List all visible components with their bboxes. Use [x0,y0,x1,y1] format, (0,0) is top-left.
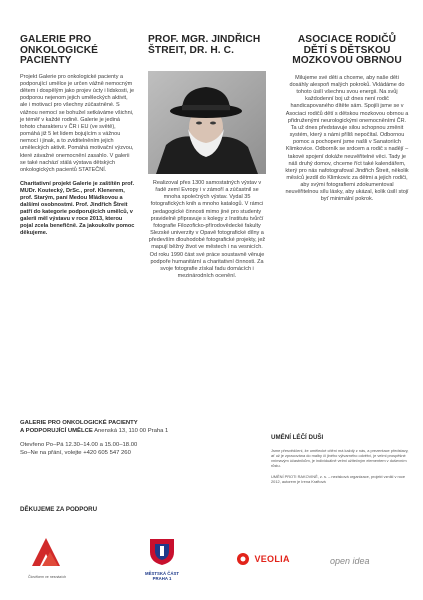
logo-veolia-text: VEOLIA [254,553,290,564]
right-body: Milujeme své děti a chceme, aby naše děti dosáhly alespoň malých pokroků. Vkládáme do tohoto úsilí všechnu svou energii. Na svůj každodenní boj už dnes není rodič handicapovaného dítěte sám. Spojili jsme se v Asociaci rodičů dětí s dětskou mozkovou obrnou a přidruženými neurologickými onemocněními ČR. Ta už dnes představuje silou schopnou změnit systém, který s námi příliš nepočítal. Odbornou pomoc a pochopení jsme našli v Sanatoriích Klimkovice. Odborník se srdcem a rodič s nadějí – takové spojení dokáže neuvěřitelné věci. Tady je náš druhý domov, chceme říct také kalendářem, který pro nás nafotografoval Jindřich Štreit, několik měsíců jezdil do Klimkovic za dětmi a jejich rodiči, aby svými fotografiemi zdokumentoval neuvěřitelnou sílu lásky, aby ukázal, kolik úsilí stojí byť minimální pokrok. [285,74,409,203]
thanks-heading: DĚKUJEME ZA PODPORU [20,506,98,513]
logo-clovek-caption: Člověkem ve nesnázích [28,575,67,579]
logo-veolia [236,550,316,570]
gallery-name-address-line [20,427,260,435]
logo-clovek [28,536,98,586]
gallery-name-line2: A PODPORUJÍCÍ UMĚLCE [20,428,93,434]
umeni-title: UMĚNÍ LÉČÍ DUŠI [271,434,324,441]
portrait-photo [148,71,266,174]
veolia-mark-icon [236,552,250,566]
opening-hours: Otevřeno Po–Pá 12.30–14.00 a 15.00–18.00 [20,442,138,448]
right-heading: ASOCIACE RODIČŮ DĚTÍ S DĚTSKOU MOZKOVOU OBRNOU [292,34,402,67]
prague-emblem-icon [147,536,177,566]
umeni-org-text: UMĚNÍ PROTI RAKOVINĚ, z. s. – nezisková organizace, projekt vznikl v roce 2012, autorem je Irena Kraftová [271,474,406,485]
logo-praha1-line1: MĚSTSKÁ ČÁST [145,571,179,576]
gallery-address: Anenská 13, 110 00 Praha 1 [94,428,169,434]
umeni-section [271,434,411,485]
left-paragraph: Projekt Galerie pro onkologické pacienty a podporující umělce je určen vážně nemocným dětem i dospělým jako projev úcty i lidskosti, je podporou nejenom jejich uměleckých aktivit, ale i motivací pro všechny zúčastněné. S vážnou nemocí se bohužel setkáváme všichni, je téměř v každé rodině. Galerie je jediná tohoto charakteru v ČR i EU (ve světě), pomáhá již 5 let lidem bojujícím s vážnou nemocí i jinak, a to zviditelněním jejich uměleckých aktivit. Pomáhá motivační výzvou, které závažné onemocnění zasahlo. V galerii se také nachází stálá výstava dětských onkologických pacientů STATEČNÍ. [20,73,135,173]
left-column [20,0,136,237]
weekend-hours: So–Ne na přání, volejte +420 605 547 260 [20,450,131,456]
logo-openidea-text: open idea [330,556,370,566]
left-body [20,74,136,174]
gallery-name-line1: GALERIE PRO ONKOLOGICKÉ PACIENTY [20,420,138,426]
left-heading: GALERIE PRO ONKOLOGICKÉ PACIENTY [20,34,99,67]
middle-column [148,0,266,400]
right-column [285,0,409,204]
sponsor-logos [0,536,423,590]
gallery-contact [20,419,260,457]
logo-openidea [330,551,410,571]
left-bold-text: Charitativní projekt Galerie je zaštítěn prof. MUDr. Koutecký, DrSc., prof. Klenerem, prof. Starým, paní Medou Mládkovou a dalšími osobnostmi. Prof. Jindřich Štreit patří do kategorie podporujících umělců, v galerii měl výstavu v roce 2013, kterou pojal zcela benefičně. Za jakoukoliv pomoc děkujeme. [20,180,135,236]
middle-heading: PROF. MGR. JINDŘICH ŠTREIT, DR. H. C. [148,34,261,56]
logo-praha1 [132,536,192,590]
triangle-logo-icon [28,536,64,568]
middle-body: Realizoval přes 1300 samostatných výstav v řadě zemí Evropy i v zámoří a zúčastnil se mnoha společných výstav. Vydal 35 fotografických knih a mnoho katalogů. V rámci pedagogické činnosti mimo jiné pro studenty pravidelně připravuje s kolegy z Institutu tvůrčí fotografie Filozoficko-přírodovědecké fakulty Slezské univerzity v Opavě fotografické dílny a především dlouhodobé fotografické projekty, jež mapují běžný život ve městech i na vesnicích. Od roku 1990 část své práce soustavně věnuje podpoře humanitární a charitativní činnosti. Za svoje fotografie získal řadu domácích i mezinárodních ocenění. [148,180,266,280]
logo-praha1-line2: PRAHA 1 [152,576,172,581]
umeni-text: Jsme přesvědčeni, že umělecké cítění má každý z nás, a prezentace představy, ať už je zpracována do malby či jiného výtvarného odvětví, je velmi prospěšné vnímavým účastníkům, je individuálně velmi užitečným elementem v duševním růstu. [271,448,409,469]
